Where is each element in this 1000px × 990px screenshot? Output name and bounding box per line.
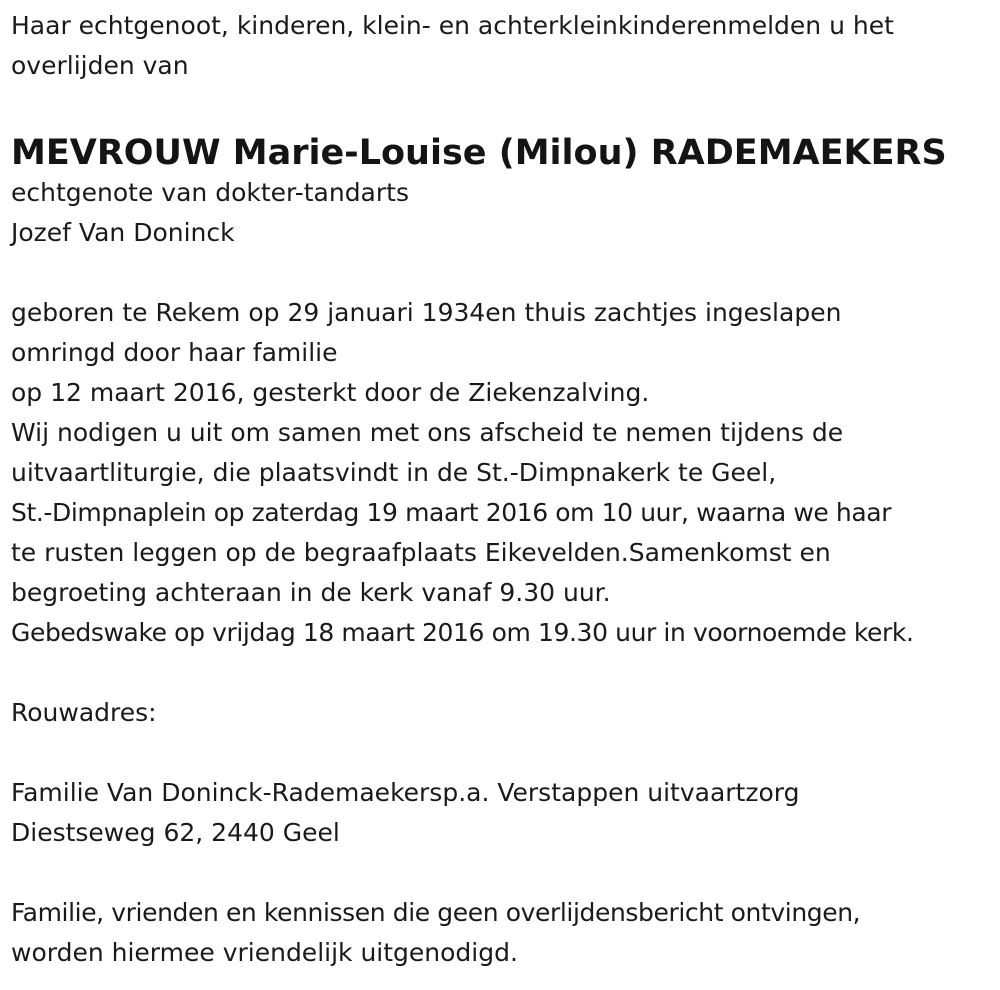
detail-line: begroeting achteraan in de kerk vanaf 9.30 uur. <box>11 578 611 607</box>
intro-line-2: overlijden van <box>11 51 189 80</box>
detail-line: omringd door haar familie <box>11 338 338 367</box>
detail-line: St.-Dimpnaplein op zaterdag 19 maart 2016 om 10 uur, waarna we haar <box>11 498 892 527</box>
deceased-name: MEVROUW Marie-Louise (Milou) RADEMAEKERS <box>11 133 947 173</box>
detail-line: op 12 maart 2016, gesterkt door de Ziekenzalving. <box>11 378 650 407</box>
address-label: Rouwadres: <box>11 698 157 727</box>
spouse-line-1: echtgenote van dokter-tandarts <box>11 178 409 207</box>
closing-line-1: Familie, vrienden en kennissen die geen overlijdensbericht ontvingen, <box>11 898 861 927</box>
address-line-1: Familie Van Doninck-Rademaekersp.a. Verstappen uitvaartzorg <box>11 778 800 807</box>
spouse-line-2: Jozef Van Doninck <box>11 218 235 247</box>
address-line-2: Diestseweg 62, 2440 Geel <box>11 818 340 847</box>
detail-line: Wij nodigen u uit om samen met ons afscheid te nemen tijdens de <box>11 418 844 447</box>
death-notice <box>11 0 996 973</box>
intro-line-1: Haar echtgenoot, kinderen, klein- en achterkleinkinderenmelden u het <box>11 11 894 40</box>
detail-line: geboren te Rekem op 29 januari 1934en thuis zachtjes ingeslapen <box>11 298 842 327</box>
detail-line: Gebedswake op vrijdag 18 maart 2016 om 19.30 uur in voornoemde kerk. <box>11 618 914 647</box>
closing-line-2: worden hiermee vriendelijk uitgenodigd. <box>11 938 518 967</box>
detail-line: uitvaartliturgie, die plaatsvindt in de St.-Dimpnakerk te Geel, <box>11 458 777 487</box>
detail-line: te rusten leggen op de begraafplaats Eikevelden.Samenkomst en <box>11 538 831 567</box>
